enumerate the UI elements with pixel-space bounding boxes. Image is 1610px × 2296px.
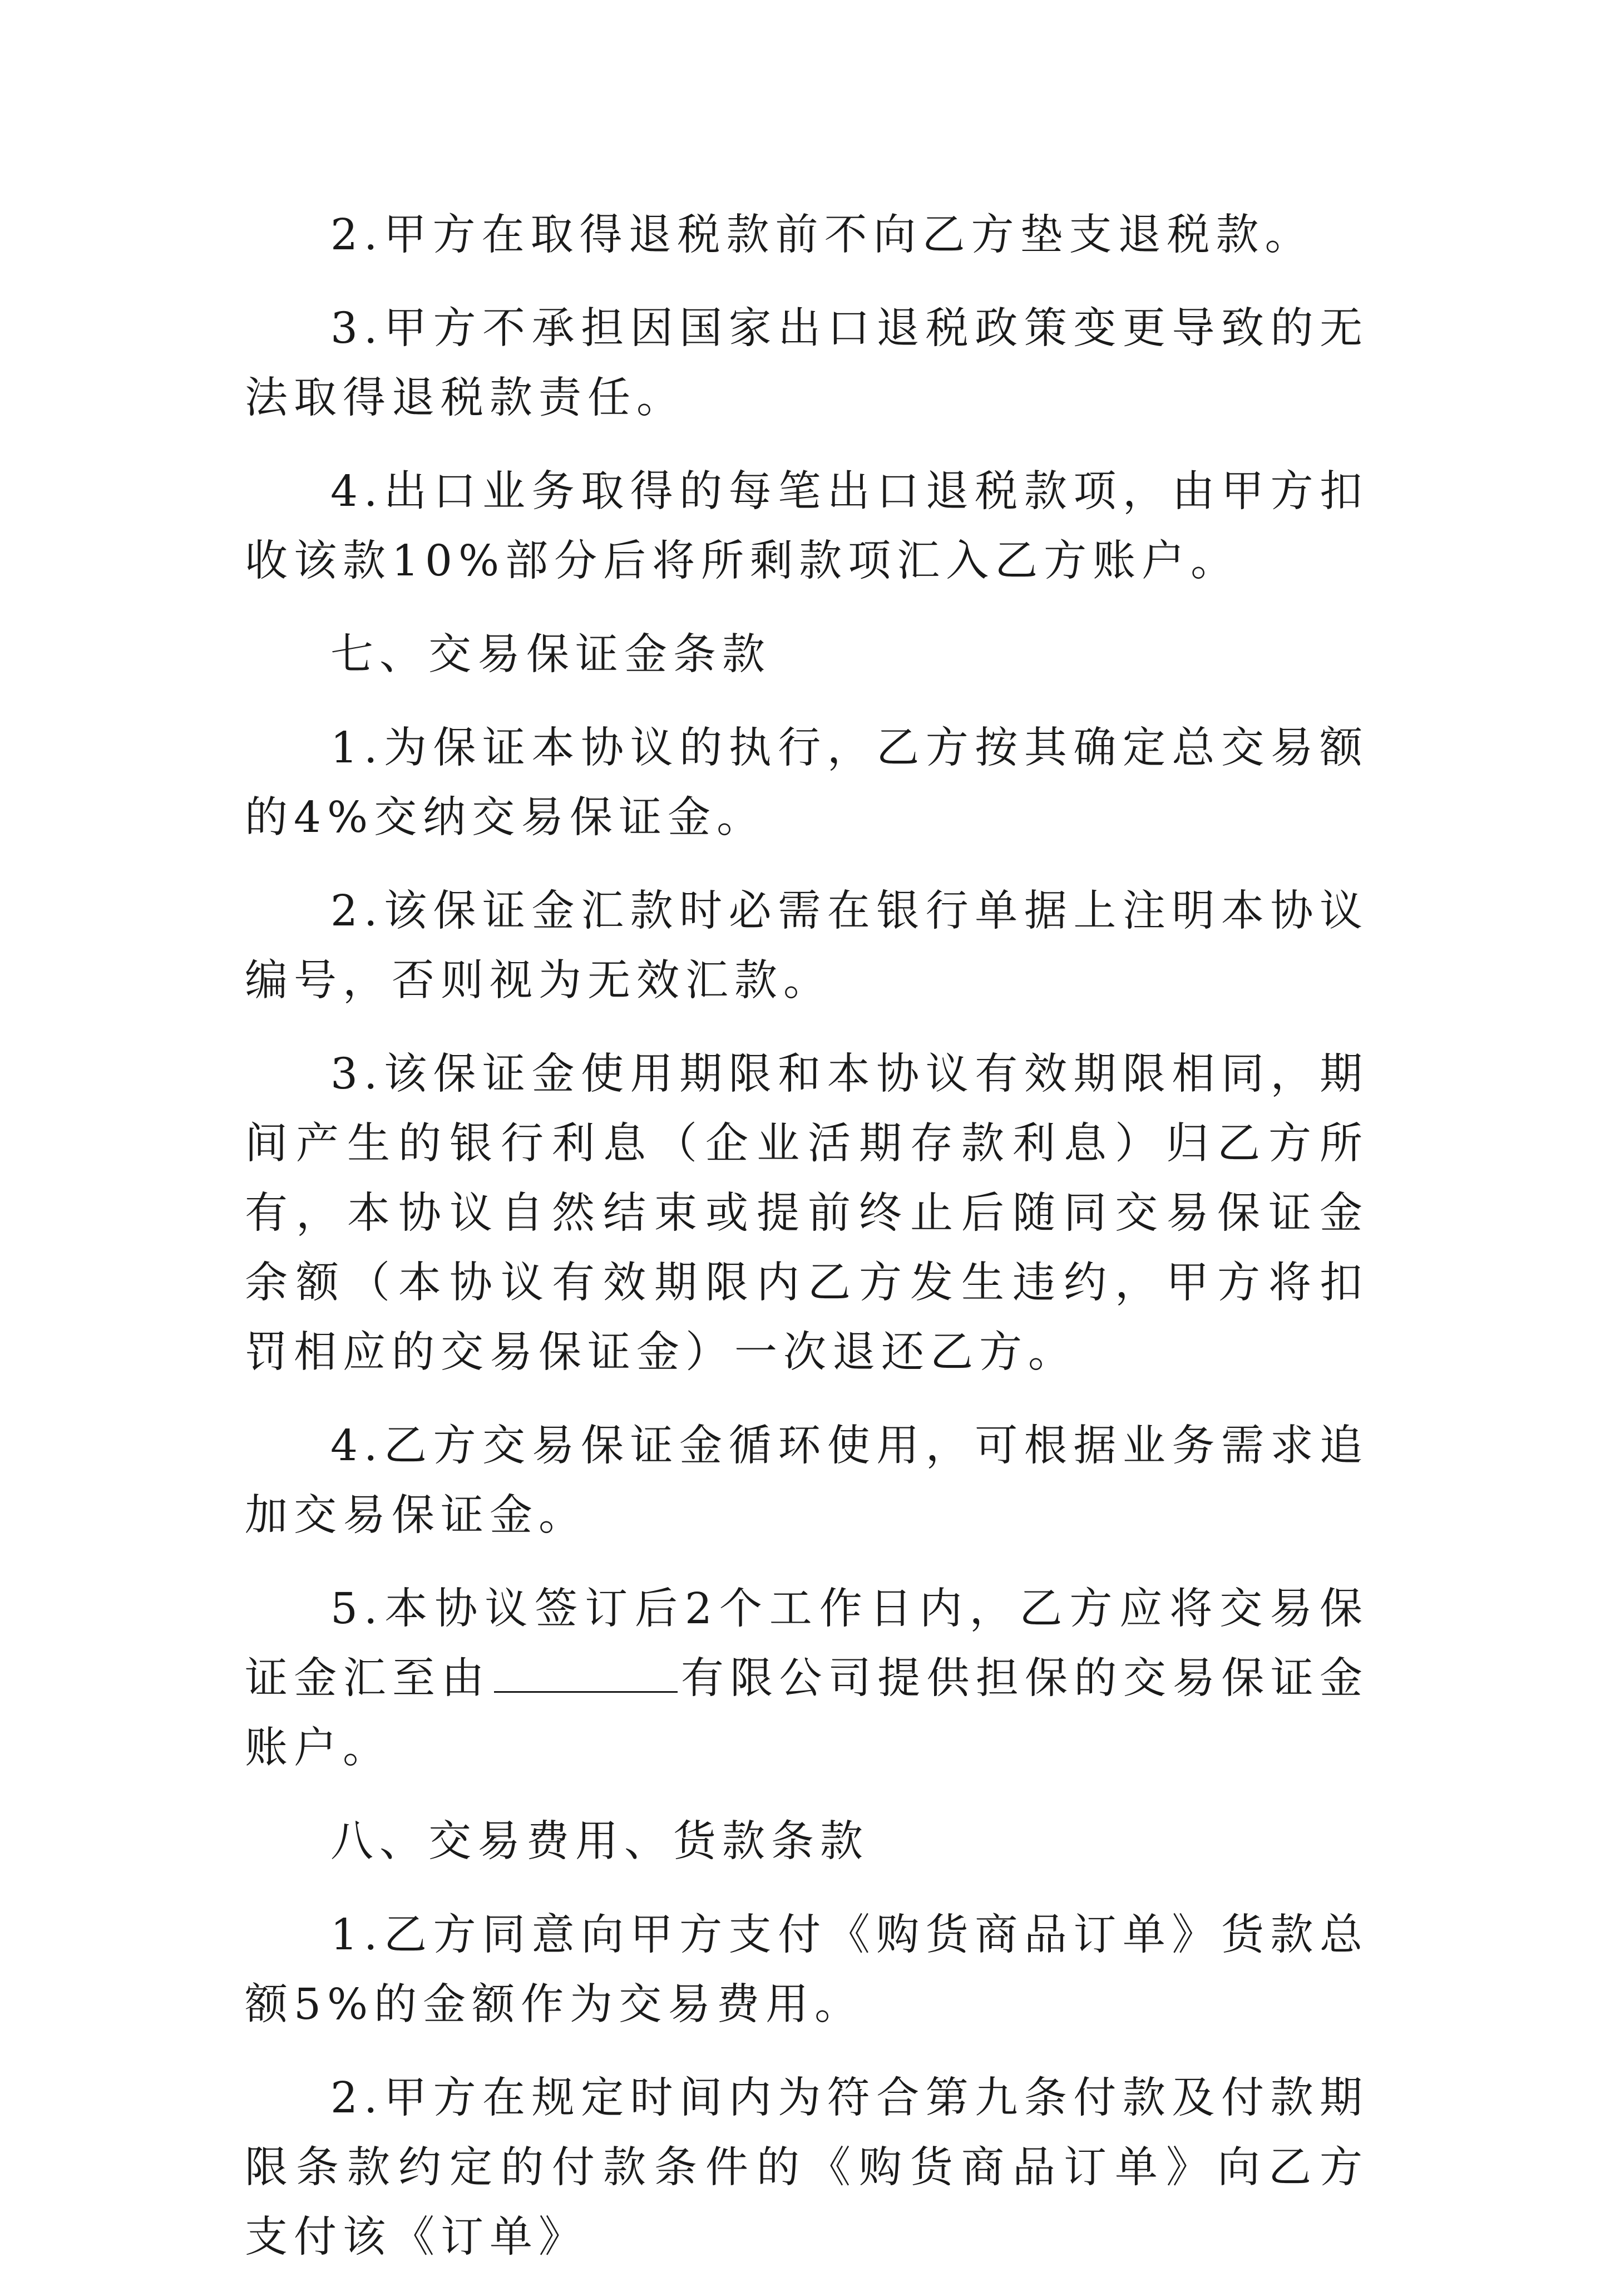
paragraph-deposit-reuse: 4.乙方交易保证金循环使用，可根据业务需求追加交易保证金。: [245, 1421, 1369, 1540]
paragraph-deposit-account: [245, 1574, 1369, 1783]
section-heading-fees: 八、交易费用、货款条款: [330, 1817, 869, 1866]
paragraph-deposit-account-part2: 有限公司提供担保的交易保证金账户。: [245, 1654, 1369, 1773]
paragraph-deposit-remittance: 2.该保证金汇款时必需在银行单据上注明本协议编号，否则视为无效汇款。: [245, 886, 1369, 1006]
section-heading-deposit: 七、交易保证金条款: [330, 630, 771, 679]
paragraph-tax-refund-advance: 2.甲方在取得退税款前不向乙方垫支退税款。: [330, 210, 1314, 260]
paragraph-tax-refund-transfer: 4.出口业务取得的每笔出口退税款项，由甲方扣收该款10%部分后将所剩款项汇入乙方账户。: [245, 467, 1369, 586]
paragraph-payment: 2.甲方在规定时间内为符合第九条付款及付款期限条款约定的付款条件的《购货商品订单》向乙方支付该《订单》: [245, 2073, 1369, 2262]
fill-in-blank: [494, 1652, 678, 1693]
paragraph-deposit-amount: 1.为保证本协议的执行，乙方按其确定总交易额的4%交纳交易保证金。: [245, 723, 1369, 842]
paragraph-deposit-term: 3.该保证金使用期限和本协议有效期限相同，期间产生的银行利息（企业活期存款利息）归乙方所有，本协议自然结束或提前终止后随同交易保证金余额（本协议有效期限内乙方发生违约，甲方将扣罚相应的交易保证金）一次退还乙方。: [245, 1050, 1369, 1377]
paragraph-fee-rate: 1.乙方同意向甲方支付《购货商品订单》货款总额5%的金额作为交易费用。: [245, 1910, 1369, 2029]
paragraph-deposit-account-part1: 5.本协议签订后2个工作日内，乙方应将交易保证金汇至由: [245, 1584, 1369, 1703]
document-body: [245, 200, 1369, 2296]
paragraph-tax-policy-change: 3.甲方不承担因国家出口退税政策变更导致的无法取得退税款责任。: [245, 304, 1369, 423]
